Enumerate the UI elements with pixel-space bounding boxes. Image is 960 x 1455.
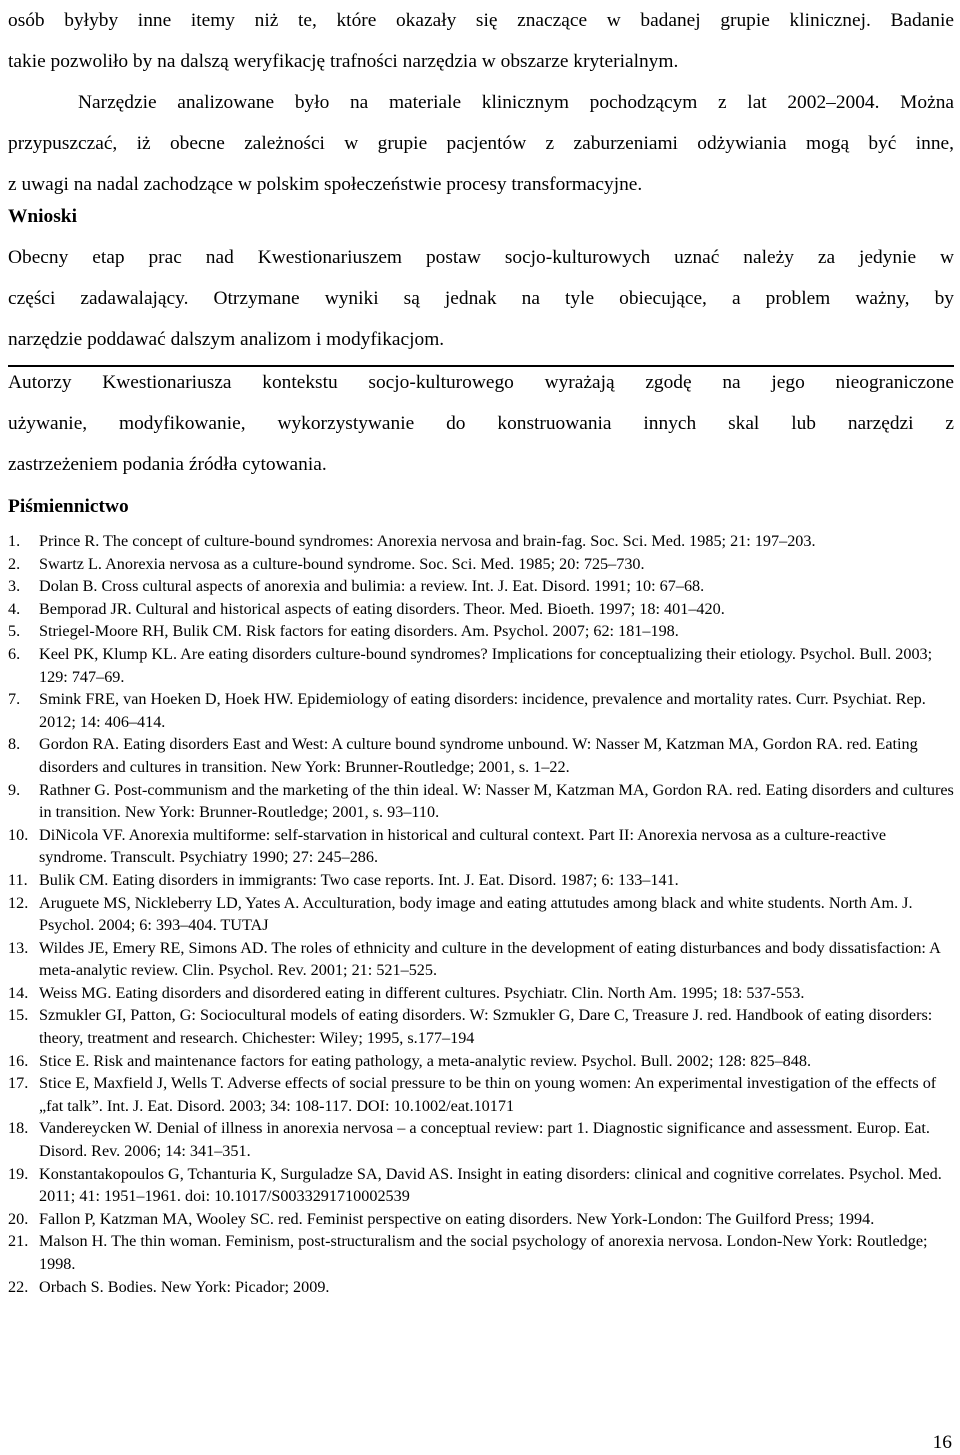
- text-line: z uwagi na nadal zachodzące w polskim społeczeństwie procesy transformacyjne.: [8, 174, 643, 195]
- reference-item: [8, 1163, 954, 1208]
- reference-text: Szmukler GI, Patton, G: Sociocultural models of eating disorders. W: Szmukler G, Dare C, Treasure J. red. Handbook of eating disorders: theory, treatment and research. Chichester: Wiley; 1995, s.177–194: [39, 1006, 933, 1048]
- reference-item: [8, 1050, 954, 1073]
- reference-number: 14.: [8, 983, 29, 1002]
- reference-item: [8, 937, 954, 982]
- reference-number: 3.: [8, 577, 21, 596]
- reference-item: [8, 1004, 954, 1049]
- reference-text: Smink FRE, van Hoeken D, Hoek HW. Epidemiology of eating disorders: incidence, prevalence and mortality rates. Curr. Psychiat. Rep. 2012; 14: 406–414.: [39, 690, 926, 731]
- paragraph-conclusions: [8, 237, 954, 360]
- reference-text: Keel PK, Klump KL. Are eating disorders culture-bound syndromes? Implications for conceptualizing their etiology. Psychol. Bull. 2003; 129: 747–69.: [39, 644, 933, 686]
- text-line: Autorzy Kwestionariusza kontekstu socjo-kulturowego wyrażają zgodę na jego nieograniczone: [8, 372, 954, 393]
- reference-item: [8, 1117, 954, 1162]
- reference-text: Konstantakopoulos G, Tchanturia K, Surguladze SA, David AS. Insight in eating disorders: clinical and cognitive correlates. Psychol. Med. 2011; 41: 1951–1961. doi: 10.1017/S0033291710002539: [39, 1164, 942, 1206]
- reference-text: Striegel-Moore RH, Bulik CM. Risk factors for eating disorders. Am. Psychol. 2007; 62: 181–198.: [39, 622, 679, 641]
- reference-number: 8.: [8, 735, 21, 754]
- reference-item: [8, 530, 954, 553]
- reference-item: [8, 1276, 954, 1299]
- reference-item: [8, 1208, 954, 1231]
- paragraph-methodology: [8, 0, 954, 205]
- reference-item: [8, 733, 954, 778]
- reference-text: Stice E. Risk and maintenance factors for eating pathology, a meta-analytic review. Psychol. Bull. 2002; 128: 825–848.: [39, 1051, 812, 1070]
- reference-number: 18.: [8, 1119, 29, 1138]
- text-line: zastrzeżeniem podania źródła cytowania.: [8, 454, 327, 475]
- reference-number: 2.: [8, 554, 21, 573]
- section-heading-references: Piśmiennictwo: [8, 496, 129, 517]
- reference-item: [8, 643, 954, 688]
- reference-number: 10.: [8, 825, 29, 844]
- reference-text: Fallon P, Katzman MA, Wooley SC. red. Feminist perspective on eating disorders. New York-London: The Guilford Press; 1994.: [39, 1209, 875, 1228]
- text-line: Obecny etap prac nad Kwestionariuszem postaw socjo-kulturowych uznać należy za jedynie w: [8, 247, 954, 268]
- reference-item: [8, 1072, 954, 1117]
- reference-number: 4.: [8, 599, 21, 618]
- reference-item: [8, 553, 954, 576]
- reference-number: 16.: [8, 1051, 29, 1070]
- reference-text: DiNicola VF. Anorexia multiforme: self-starvation in historical and cultural context. Part II: Anorexia nervosa as a culture-reactive syndrome. Transcult. Psychiatry 1990; 27: 245–286.: [39, 825, 887, 867]
- reference-number: 22.: [8, 1277, 29, 1296]
- text-line: używanie, modyfikowanie, wykorzystywanie do konstruowania innych skal lub narzędzi z: [8, 413, 954, 434]
- reference-text: Dolan B. Cross cultural aspects of anorexia and bulimia: a review. Int. J. Eat. Disord. 1991; 10: 67–68.: [39, 577, 705, 596]
- reference-item: [8, 824, 954, 869]
- reference-number: 21.: [8, 1232, 29, 1251]
- reference-item: [8, 892, 954, 937]
- reference-item: [8, 1230, 954, 1275]
- reference-text: Prince R. The concept of culture-bound syndromes: Anorexia nervosa and brain-fag. Soc. Sci. Med. 1985; 21: 197–203.: [39, 532, 816, 550]
- paragraph-license: [8, 362, 954, 485]
- reference-number: 1.: [8, 532, 21, 550]
- reference-number: 11.: [8, 870, 28, 889]
- reference-number: 9.: [8, 780, 21, 799]
- reference-text: Weiss MG. Eating disorders and disordered eating in different cultures. Psychiatr. Clin. North Am. 1995; 18: 537-553.: [39, 983, 805, 1002]
- reference-text: Wildes JE, Emery RE, Simons AD. The roles of ethnicity and culture in the development of eating disturbances and body dissatisfaction: A meta-analytic review. Clin. Psychol. Rev. 2001; 21: 521–525.: [39, 938, 940, 980]
- reference-text: Bulik CM. Eating disorders in immigrants: Two case reports. Int. J. Eat. Disord. 1987; 6: 133–141.: [39, 870, 679, 889]
- reference-text: Swartz L. Anorexia nervosa as a culture-bound syndrome. Soc. Sci. Med. 1985; 20: 725–730.: [39, 554, 645, 573]
- reference-text: Bemporad JR. Cultural and historical aspects of eating disorders. Theor. Med. Bioeth. 1997; 18: 401–420.: [39, 599, 725, 618]
- reference-item: [8, 620, 954, 643]
- reference-list: [8, 530, 954, 1298]
- section-heading-conclusions: Wnioski: [8, 206, 77, 227]
- reference-number: 20.: [8, 1209, 29, 1228]
- reference-text: Gordon RA. Eating disorders East and West: A culture bound syndrome unbound. W: Nasser M, Katzman MA, Gordon RA. red. Eating disorders and cultures in transition. New York: Brunner-Routledge; 2001, s. 1–22.: [39, 735, 918, 776]
- reference-item: [8, 779, 954, 824]
- reference-number: 7.: [8, 690, 21, 709]
- reference-text: Vandereycken W. Denial of illness in anorexia nervosa – a conceptual review: part 1. Diagnostic significance and assessment. Europ. Eat. Disord. Rev. 2006; 14: 341–351.: [39, 1119, 930, 1161]
- reference-number: 13.: [8, 938, 29, 957]
- reference-text: Stice E, Maxfield J, Wells T. Adverse effects of social pressure to be thin on young women: An experimental investigation of the effects of „fat talk”. Int. J. Eat. Disord. 2003; 34: 108-117. DOI: 10.1002/eat.10171: [39, 1074, 937, 1115]
- reference-item: [8, 598, 954, 621]
- reference-item: [8, 982, 954, 1005]
- reference-text: Malson H. The thin woman. Feminism, post-structuralism and the social psychology of anorexia nervosa. London-New York: Routledge; 1998.: [39, 1232, 928, 1273]
- reference-text: Rathner G. Post-communism and the marketing of the thin ideal. W: Nasser M, Katzman MA, Gordon RA. red. Eating disorders and cultures in transition. New York: Brunner-Routledge; 2001, s. 93–110.: [39, 780, 954, 822]
- reference-item: [8, 869, 954, 892]
- reference-text: Orbach S. Bodies. New York: Picador; 2009.: [39, 1277, 330, 1296]
- reference-number: 6.: [8, 644, 21, 663]
- reference-text: Aruguete MS, Nickleberry LD, Yates A. Acculturation, body image and eating attutudes among black and white students. North Am. J. Psychol. 2004; 6: 393–404. TUTAJ: [39, 893, 913, 935]
- reference-number: 5.: [8, 622, 21, 641]
- text-line: narzędzie poddawać dalszym analizom i modyfikacjom.: [8, 329, 445, 350]
- reference-number: 15.: [8, 1006, 29, 1025]
- text-line: takie pozwoliło by na dalszą weryfikację trafności narzędzia w obszarze kryterialnym.: [8, 51, 679, 72]
- text-line: przypuszczać, iż obecne zależności w grupie pacjentów z zaburzeniami odżywiania mogą być inne,: [8, 133, 954, 154]
- reference-item: [8, 688, 954, 733]
- reference-number: 17.: [8, 1074, 29, 1093]
- reference-number: 19.: [8, 1164, 29, 1183]
- reference-item: [8, 575, 954, 598]
- page-number: 16: [932, 1432, 952, 1453]
- text-line: osób byłyby inne itemy niż te, które okazały się znaczące w badanej grupie klinicznej. Badanie: [8, 10, 954, 31]
- text-line: Narzędzie analizowane było na materiale klinicznym pochodzącym z lat 2002–2004. Można: [78, 92, 954, 113]
- text-line: części zadawalający. Otrzymane wyniki są jednak na tyle obiecujące, a problem ważny, by: [8, 288, 954, 309]
- reference-number: 12.: [8, 893, 29, 912]
